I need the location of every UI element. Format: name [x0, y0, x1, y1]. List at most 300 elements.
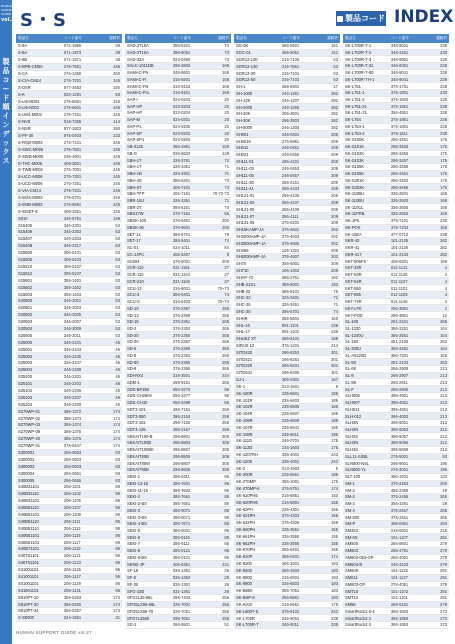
product-name: SK-10EA — [345, 231, 362, 237]
page-number: 279 — [440, 581, 447, 587]
page-number: 238 — [331, 329, 338, 335]
page-number: 95 — [115, 491, 120, 497]
product-name: S270WP-20 — [18, 436, 41, 442]
index-row — [16, 146, 122, 153]
page-number: 53 — [115, 236, 120, 242]
index-row — [16, 587, 122, 594]
index-row — [343, 90, 449, 97]
product-name: SAD-32A — [127, 56, 145, 62]
product-code: 013-1501 — [281, 383, 300, 389]
page-number: 167 — [331, 377, 338, 383]
product-name: SDT3-101 — [127, 406, 146, 412]
product-name: SLH2N — [345, 420, 359, 426]
product-name: SK-102R — [236, 404, 253, 410]
page-number: 200 — [222, 258, 229, 264]
product-name: S-SWC-M005 — [18, 146, 44, 152]
page-number: 53 — [115, 291, 120, 297]
page-number: 20 — [224, 103, 229, 109]
page-number: 27 — [224, 272, 229, 278]
product-name: SK-8800 — [236, 574, 252, 580]
product-name: SLL11-SSBL — [345, 453, 369, 459]
product-name: SGR12-100 — [236, 56, 258, 62]
product-name: SEKAIT100-B — [127, 433, 153, 439]
product-name: SM603-053-GP — [345, 554, 374, 560]
index-row — [343, 117, 449, 124]
product-code: 236-4901 — [63, 153, 82, 159]
product-name: SK-L700R-T-2 — [345, 49, 372, 55]
page-number: 245 — [113, 98, 120, 104]
product-name: SHC-23 — [236, 295, 251, 301]
product-name: S-UCC-M006 — [18, 174, 43, 180]
index-row — [234, 315, 340, 322]
product-name: SM500 — [345, 541, 358, 547]
product-code: 346-2103 — [63, 346, 82, 352]
product-name: SH-30K — [236, 118, 251, 124]
page-number: 8 — [226, 251, 229, 257]
page-number: 209 — [331, 172, 338, 178]
page-number: 265 — [440, 514, 447, 520]
index-row — [125, 231, 231, 238]
product-name: SC-01 — [127, 245, 139, 251]
page-number: 5 — [335, 465, 338, 471]
index-row — [125, 292, 231, 299]
page-number: 4 — [444, 299, 447, 305]
product-code: 316-9151 — [172, 90, 191, 96]
product-name: S-THC-M006 — [18, 160, 43, 166]
index-row — [234, 377, 340, 384]
product-name: S25104 — [18, 401, 33, 407]
page-number: 238 — [440, 97, 447, 102]
page-number: 72 — [224, 157, 229, 163]
product-code: 296-3603 — [281, 118, 300, 124]
product-code: 356-1001 — [281, 479, 300, 485]
index-row — [125, 608, 231, 615]
page-number: 93 — [442, 453, 447, 459]
page-number: 238 — [331, 615, 338, 621]
product-name: SH111-05 — [236, 172, 254, 178]
index-row — [234, 111, 340, 118]
product-name: SFG5LX65-58L — [127, 602, 156, 608]
product-code: 346-2451 — [390, 49, 409, 55]
page-number: 238 — [440, 56, 447, 62]
product-code: 246-3103 — [390, 561, 409, 567]
product-code: 396-4951 — [390, 406, 409, 412]
side-title-char: ド — [2, 94, 10, 102]
index-row — [125, 514, 231, 521]
index-row — [125, 433, 231, 440]
page-number: 155 — [331, 520, 338, 526]
product-code: 306-6103 — [63, 257, 82, 263]
product-name: SDI-RX4 — [127, 373, 144, 379]
product-name: SK-620PHE — [236, 499, 259, 505]
product-name: S15408 — [18, 243, 33, 249]
product-code: 376-2367 — [172, 305, 191, 311]
index-row — [343, 124, 449, 131]
product-name: SCR-110 — [127, 265, 144, 271]
product-name: SK-S102K — [345, 150, 365, 156]
index-row — [234, 615, 340, 622]
product-code: 396-5053 — [390, 426, 409, 432]
volume-label: vol.27 — [1, 17, 19, 23]
index-row — [234, 138, 340, 145]
product-name: SK-108R — [236, 431, 253, 437]
product-name: SH-2000 — [236, 104, 253, 110]
page-number: 256 — [222, 615, 229, 621]
product-name: S41001101 — [18, 574, 39, 580]
product-name: S40B31101 — [18, 498, 40, 504]
index-row — [16, 91, 122, 98]
page-number: 213 — [440, 386, 447, 392]
page-number: 183 — [331, 581, 338, 587]
product-name: S-VIA-CM14 — [18, 188, 41, 194]
page-number: 185 — [331, 472, 338, 478]
product-code: 011-1101 — [390, 285, 408, 291]
page-number: 73 — [224, 184, 229, 190]
product-code: 346-2107 — [63, 360, 82, 366]
product-name: SLH011 — [345, 406, 360, 412]
index-row — [234, 302, 340, 309]
index-row — [16, 298, 122, 305]
magazine-line: GUIDE — [1, 12, 11, 16]
page-number: 238 — [440, 218, 447, 224]
product-code: 376-2353 — [172, 325, 191, 331]
product-name: SK-L600T-S — [236, 608, 259, 614]
page-number: 305 — [222, 467, 229, 473]
column-header — [343, 34, 449, 43]
side-title-char: コ — [2, 76, 10, 84]
index-row — [343, 252, 449, 259]
product-name: S-DSR — [18, 84, 31, 90]
index-row — [234, 540, 340, 547]
product-code: 236-6605 — [281, 404, 300, 410]
index-row — [343, 177, 449, 184]
product-code: 376-8101 — [281, 608, 300, 614]
product-name: S15407 — [18, 236, 33, 242]
index-row — [125, 615, 231, 622]
page-number: 183 — [331, 588, 338, 594]
product-name: SEKI-3-BS — [127, 514, 147, 520]
page-number: 168 — [222, 83, 229, 89]
index-row — [343, 481, 449, 488]
index-row — [234, 104, 340, 111]
product-name: SAP-I — [127, 97, 138, 102]
product-name: SK-L700R-T-31 — [345, 63, 374, 69]
product-code: 256-4105 — [281, 193, 300, 199]
index-row — [125, 184, 231, 191]
page-number: 174 — [113, 429, 120, 435]
index-row — [234, 227, 340, 234]
product-name: SB-G — [127, 150, 138, 156]
index-row — [343, 406, 449, 413]
product-code: 376-6201 — [281, 220, 300, 226]
index-row — [125, 278, 231, 285]
index-row — [343, 238, 449, 245]
product-name: SEKI-1 — [127, 474, 140, 480]
product-code: 261-2105 — [390, 339, 409, 345]
index-row — [125, 393, 231, 400]
product-code: 023-0450 — [172, 56, 191, 62]
product-name: SK-111D — [236, 438, 253, 444]
product-code: 296-8805 — [172, 453, 191, 459]
index-row — [125, 103, 231, 110]
product-name: SL-100 — [345, 319, 359, 325]
page-number: 174 — [113, 608, 120, 614]
product-code: 236-3551 — [281, 526, 300, 532]
page-number: 265 — [222, 305, 229, 311]
product-code: 286-3453 — [390, 144, 409, 150]
index-row — [125, 467, 231, 474]
page-number: 38 — [115, 43, 120, 49]
page-number: 258 — [222, 420, 229, 426]
page-number: 245 — [113, 77, 120, 83]
product-name: SH-5000 — [236, 125, 253, 131]
product-name: SK-1207RH — [236, 452, 258, 458]
product-code: 326-3351 — [172, 164, 191, 170]
page-number: 175 — [331, 438, 338, 444]
index-row — [125, 481, 231, 488]
product-code: 376-4601 — [281, 227, 300, 233]
product-name: S-RGB-M003 — [18, 139, 43, 145]
product-name: SBSK-36 — [127, 224, 144, 230]
product-name: SK-610PHE — [236, 492, 259, 498]
product-name: SCU-S — [127, 299, 140, 305]
index-row — [234, 288, 340, 295]
product-name: S-LI5-M003 — [18, 98, 40, 104]
product-code: 346-2009 — [63, 325, 82, 331]
product-name: SEKI-7 — [127, 541, 140, 547]
index-row — [234, 70, 340, 77]
product-code: 023-0202 — [172, 137, 191, 143]
product-code: 206-1113 — [63, 525, 81, 531]
product-code: 056-3377 — [172, 393, 191, 399]
product-name: S15406 — [18, 229, 33, 235]
index-row — [343, 218, 449, 225]
product-code: 346-9751 — [63, 215, 82, 221]
page-number: 168 — [222, 63, 229, 69]
product-name: SAP-HP — [127, 103, 143, 109]
product-name: SL-1330 — [345, 325, 361, 331]
index-row — [125, 83, 231, 90]
header-code: コード番号 — [281, 35, 300, 40]
page-number: 212 — [440, 447, 447, 453]
product-name: SEKI-8 — [127, 548, 140, 554]
product-name: S-LI5-N003 — [18, 105, 39, 111]
page-number: 155 — [331, 533, 338, 539]
index-row — [234, 213, 340, 220]
page-number: 185 — [331, 404, 338, 410]
product-name: S25004 — [18, 367, 33, 373]
product-code: 366-1803 — [390, 608, 409, 614]
index-row — [234, 533, 340, 540]
index-row — [16, 57, 122, 64]
index-row — [125, 440, 231, 447]
product-name: SHHR — [236, 315, 248, 321]
index-row — [125, 110, 231, 117]
index-row — [234, 97, 340, 104]
page-number: 200 — [222, 224, 229, 230]
index-row — [343, 231, 449, 238]
index-row — [125, 561, 231, 568]
page-number: 213 — [440, 366, 447, 372]
product-code: 206-1131 — [63, 587, 81, 593]
product-code: 216-7551 — [281, 63, 300, 69]
magazine-line: HUMAN — [1, 4, 13, 8]
page-number: 238 — [440, 231, 447, 237]
index-row — [125, 595, 231, 602]
index-row — [125, 258, 231, 265]
header-code: コード番号 — [390, 35, 409, 40]
product-name: SK-1PK — [345, 218, 360, 224]
product-name: S25102 — [18, 387, 33, 393]
product-name: SH001 — [236, 131, 249, 137]
product-code: 386-5401 — [172, 238, 191, 244]
product-name: SLT-100 — [345, 474, 361, 480]
index-row — [125, 454, 231, 461]
index-row — [343, 507, 449, 514]
page-number: 185 — [331, 431, 338, 437]
product-name: S20502 — [18, 312, 33, 318]
product-name: S-8A — [18, 43, 28, 49]
product-name: SBH-1T — [127, 157, 142, 163]
product-code: 286-3455 — [390, 150, 409, 156]
index-row — [343, 272, 449, 279]
product-name: SK-110BU — [345, 198, 365, 204]
index-row — [16, 208, 122, 215]
page-number: 245 — [113, 105, 120, 111]
index-row — [234, 479, 340, 486]
page-number: 175 — [440, 150, 447, 156]
product-code: 101-1125 — [390, 568, 408, 574]
page-number: 63 — [333, 56, 338, 62]
index-row — [343, 379, 449, 386]
product-code: 031-1153 — [172, 272, 190, 278]
page-number: 74 — [224, 238, 229, 244]
product-code: 276-6551 — [63, 201, 82, 207]
index-row — [343, 204, 449, 211]
product-name: SEKI-13-15 — [127, 480, 149, 486]
product-code: 346-2001 — [63, 298, 82, 304]
product-name: S-NV8 — [18, 119, 31, 125]
product-name: SAP-SP — [127, 130, 143, 136]
product-code: 216-7103 — [281, 77, 300, 83]
product-code: 406-8301 — [390, 258, 409, 264]
product-name: SDS-CH250V — [127, 393, 153, 399]
product-name: SKT-005FS — [345, 258, 367, 264]
page-number: 282 — [440, 238, 447, 244]
product-name: S15505 — [18, 257, 33, 263]
index-row — [125, 70, 231, 77]
page-number: 202 — [331, 254, 338, 260]
header-code: コード番号 — [172, 35, 191, 40]
product-name: SEKI-4-BS — [127, 521, 147, 527]
index-row — [16, 463, 122, 470]
page-number: 209 — [331, 193, 338, 199]
product-code: 256-4107 — [281, 199, 300, 205]
product-code: 346-2201 — [63, 374, 82, 380]
product-code: 356-3391 — [390, 501, 409, 507]
product-code: 346-2005 — [63, 312, 82, 318]
product-name: S41501101 — [18, 587, 39, 593]
page-number: 174 — [113, 601, 120, 607]
page-number: 245 — [113, 139, 120, 145]
product-name: SHC-30 — [236, 308, 251, 314]
index-row — [234, 363, 340, 370]
product-code: 206-1129 — [63, 580, 81, 586]
magazine-line: SUPPORT — [1, 8, 15, 12]
index-row — [234, 506, 340, 513]
product-name: SEND-JP — [127, 561, 145, 567]
page-number: 96 — [224, 487, 229, 493]
index-row — [16, 601, 122, 608]
product-code: 024-0203 — [172, 97, 191, 102]
product-code: 376-2351 — [172, 319, 191, 325]
product-code: 406-7151 — [172, 191, 191, 197]
product-code: 376-2365 — [172, 366, 191, 372]
product-code: 216-7105 — [281, 56, 300, 62]
product-code: 356-1401 — [63, 277, 82, 283]
index-row — [343, 225, 449, 232]
index-row — [16, 374, 122, 381]
index-row — [125, 305, 231, 312]
index-row — [16, 546, 122, 553]
product-code: 386-0311 — [172, 474, 190, 480]
product-name: SHC-25 — [236, 302, 251, 308]
page-number: 185 — [331, 390, 338, 396]
page-number: 175 — [440, 137, 447, 143]
product-name: SK-L751-31 — [345, 110, 367, 116]
product-name: S25000 — [18, 339, 33, 345]
page-number: 73 — [224, 56, 229, 62]
page-number: 213 — [440, 373, 447, 379]
product-name: SDM-1 — [127, 379, 140, 385]
page-number: 263 — [440, 339, 447, 345]
product-name: SD-80 — [127, 359, 139, 365]
page-number: 256 — [222, 595, 229, 601]
product-code: 366-1501 — [281, 561, 300, 567]
page-number: 176 — [331, 479, 338, 485]
product-code: 216-5651 — [281, 601, 300, 607]
product-name: SK-L751-2 — [345, 97, 365, 102]
product-code: 256-4109 — [281, 206, 300, 212]
product-name: S270WP-09 — [18, 429, 41, 435]
product-code: 296-8805 — [172, 467, 191, 473]
index-row — [125, 332, 231, 339]
product-code: 378-8447 — [63, 443, 82, 449]
product-name: SMT10 — [345, 588, 359, 594]
product-code: 326-3401 — [281, 295, 300, 301]
product-name: S20504 — [18, 325, 33, 331]
product-name: S15512 — [18, 270, 33, 276]
page-number: 85 — [224, 541, 229, 547]
page-number: 53 — [115, 243, 120, 249]
index-row — [125, 602, 231, 609]
header-code: コード番号 — [63, 36, 82, 40]
page-number: 71 — [224, 198, 229, 204]
product-code: 336-2553 — [390, 211, 409, 217]
index-row — [343, 319, 449, 326]
product-name: SIRUS 12 — [236, 343, 255, 349]
page-number: 209 — [331, 213, 338, 219]
page-number: 74 — [224, 204, 229, 210]
page-number: 169 — [331, 315, 338, 321]
product-name: SEKAIT80W — [127, 460, 150, 466]
product-code: 216-5801 — [281, 499, 300, 505]
page-number: 282 — [331, 111, 338, 117]
product-name: SB-3125 — [127, 144, 143, 150]
product-name: SM56 — [345, 602, 356, 608]
page-number: 73 — [224, 177, 229, 183]
index-row — [234, 554, 340, 561]
